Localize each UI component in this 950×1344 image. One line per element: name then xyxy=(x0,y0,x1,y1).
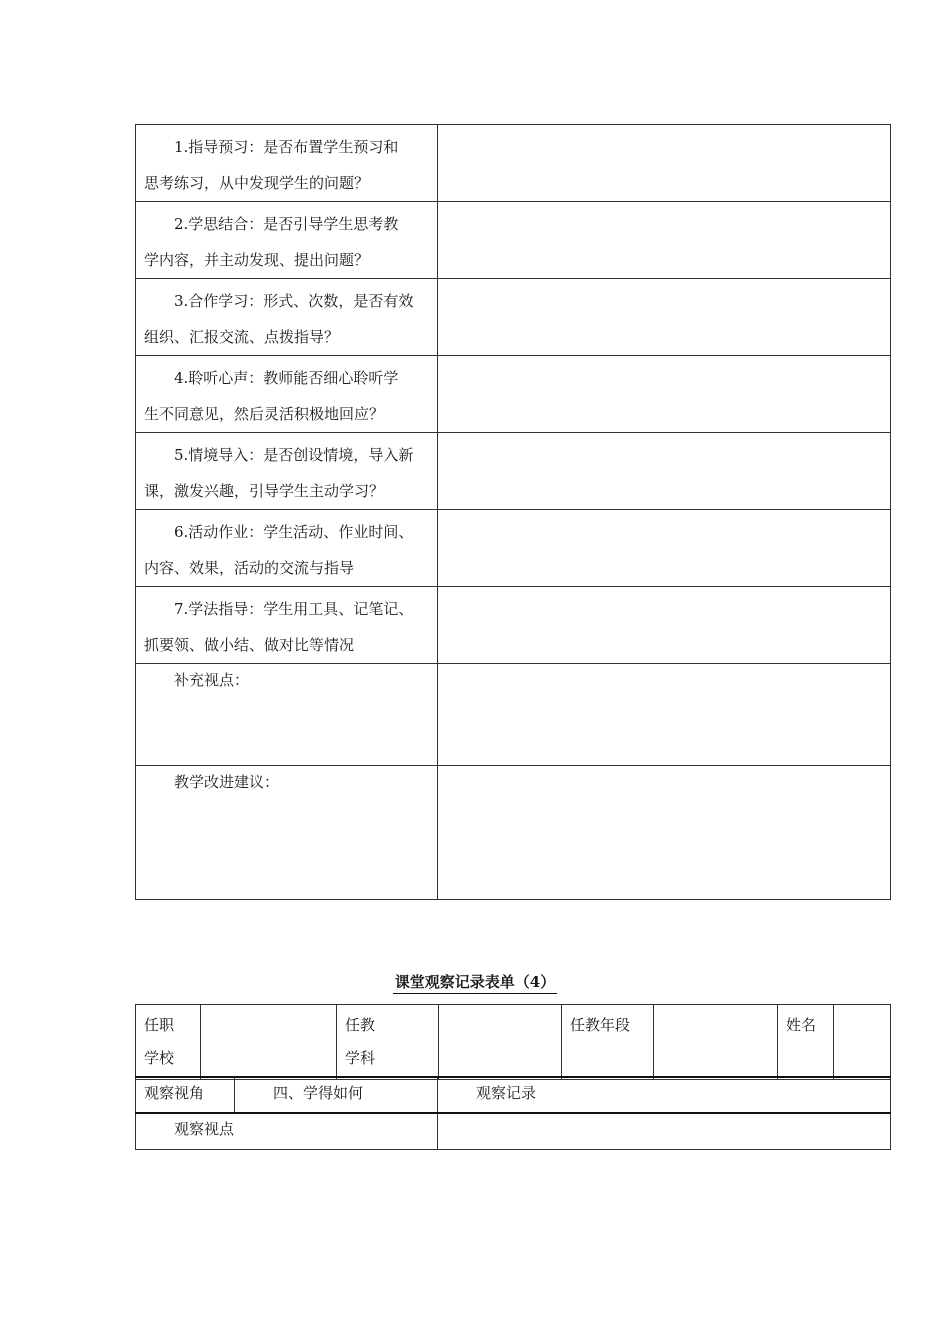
school-label: 任职 学校 xyxy=(136,1005,201,1080)
checklist-item-line1: 7.学法指导：学生用工具、记笔记、 xyxy=(174,600,414,618)
checklist-row xyxy=(136,202,891,279)
checklist-item-line1: 4.聆听心声：教师能否细心聆听学 xyxy=(174,369,399,387)
supplement-input-cell[interactable] xyxy=(438,664,891,766)
checklist-record-input[interactable] xyxy=(438,202,891,279)
checklist-row xyxy=(136,279,891,356)
suggestion-row xyxy=(136,766,891,900)
suggestion-input-cell[interactable] xyxy=(438,766,891,900)
checklist-row xyxy=(136,587,891,664)
angle-value: 四、学得如何 xyxy=(235,1077,438,1113)
grade-label: 任教年段 xyxy=(562,1005,654,1080)
checklist-row xyxy=(136,433,891,510)
checklist-record-input[interactable] xyxy=(438,433,891,510)
checklist-item-line2: 学内容，并主动发现、提出问题？ xyxy=(144,251,370,269)
checklist-item-line2: 课，激发兴趣，引导学生主动学习？ xyxy=(144,482,385,500)
checklist-item xyxy=(136,279,438,356)
angle-label: 观察视角 xyxy=(136,1077,235,1113)
checklist-item-line1: 2.学思结合：是否引导学生思考教 xyxy=(174,215,399,233)
grade-input[interactable] xyxy=(654,1005,778,1080)
checklist-record-input[interactable] xyxy=(438,279,891,356)
checklist-row xyxy=(136,125,891,202)
checklist-item xyxy=(136,202,438,279)
checklist-item-line1: 1.指导预习：是否布置学生预习和 xyxy=(174,138,399,156)
checklist-item xyxy=(136,510,438,587)
supplement-row xyxy=(136,664,891,766)
checklist-item-line2: 思考练习，从中发现学生的问题？ xyxy=(144,174,370,192)
form-title: 课堂观察记录表单（4） xyxy=(0,971,950,992)
name-label: 姓名 xyxy=(778,1005,834,1080)
subject-label: 任教 学科 xyxy=(337,1005,439,1080)
school-input[interactable] xyxy=(201,1005,337,1080)
checklist-item-line2: 内容、效果，活动的交流与指导 xyxy=(144,559,355,577)
checklist-item-line2: 生不同意见，然后灵活积极地回应？ xyxy=(144,405,385,423)
checklist-record-input[interactable] xyxy=(438,125,891,202)
checklist-item xyxy=(136,433,438,510)
checklist-record-input[interactable] xyxy=(438,510,891,587)
supplement-label: 补充视点： xyxy=(174,671,250,689)
angle-table xyxy=(135,1076,891,1150)
checklist-row xyxy=(136,356,891,433)
checklist-item-line1: 3.合作学习：形式、次数，是否有效 xyxy=(174,292,414,310)
suggestion-label: 教学改进建议： xyxy=(174,773,280,791)
checklist-item-line2: 抓要领、做小结、做对比等情况 xyxy=(144,636,355,654)
checklist-item xyxy=(136,356,438,433)
point-record-input[interactable] xyxy=(438,1113,891,1149)
name-input[interactable] xyxy=(834,1005,891,1080)
checklist-row xyxy=(136,510,891,587)
point-label: 观察视点 xyxy=(136,1113,438,1149)
header-table xyxy=(135,1004,891,1080)
checklist-record-input[interactable] xyxy=(438,587,891,664)
checklist-item xyxy=(136,587,438,664)
subject-input[interactable] xyxy=(439,1005,562,1080)
checklist-item-line1: 6.活动作业：学生活动、作业时间、 xyxy=(174,523,414,541)
checklist-item-line2: 组织、汇报交流、点拨指导？ xyxy=(144,328,340,346)
checklist-record-input[interactable] xyxy=(438,356,891,433)
checklist-item xyxy=(136,125,438,202)
checklist-item-line1: 5.情境导入：是否创设情境，导入新 xyxy=(174,446,414,464)
checklist-table xyxy=(135,124,891,900)
record-label: 观察记录 xyxy=(438,1077,891,1113)
